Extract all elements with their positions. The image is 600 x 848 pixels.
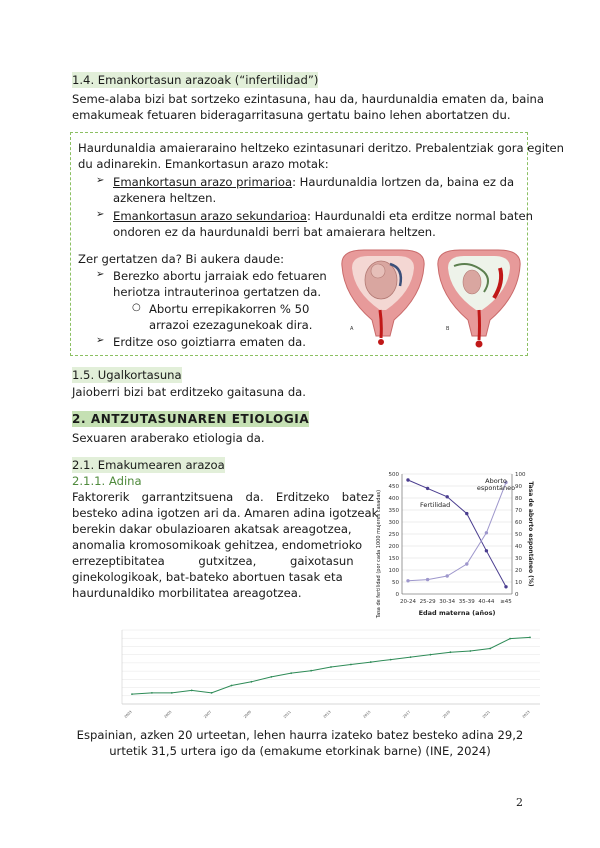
primary-term: Emankortasun arazo primarioa (113, 175, 293, 189)
bullet-primary (113, 174, 514, 190)
arrow-bullet-icon: ➢ (96, 335, 105, 346)
data-point (270, 676, 272, 678)
sub-line2: arrazoi ezezagunekoak dira. (149, 318, 313, 332)
label-b: B (446, 326, 450, 332)
x-tick-label: 20-24 (400, 599, 416, 605)
bullet-secondary (113, 208, 533, 224)
x-tick-label: 2017 (402, 709, 412, 720)
data-point (465, 512, 468, 515)
data-point (509, 638, 511, 640)
y-tick-label: 100 (388, 568, 399, 574)
x-tick-label: 2013 (322, 709, 332, 720)
secondary-term: Emankortasun arazo sekundarioa (113, 209, 308, 223)
data-point (390, 659, 392, 661)
adina-paragraph (72, 489, 379, 601)
y-right-tick-label: 60 (515, 520, 522, 526)
x-tick-label: 2011 (282, 709, 292, 720)
data-point (251, 681, 253, 683)
data-point (465, 562, 468, 565)
first-child-age-chart (108, 626, 548, 722)
box-question: Zer gertatzen da? Bi aukera daude: (78, 252, 285, 266)
y-right-tick-label: 50 (515, 532, 522, 538)
section-2-text: Sexuaren araberako etiologia da. (72, 431, 265, 445)
y-tick-label: 250 (388, 532, 399, 538)
x-tick-label: 30-34 (439, 599, 456, 605)
data-point (430, 654, 432, 656)
arrow-bullet-icon: ➢ (96, 269, 105, 280)
caption-line2: urtetik 31,5 urtera igo da (emakume etorkinak barne) (INE, 2024) (109, 744, 491, 758)
y-right-tick-label: 30 (515, 556, 522, 562)
series-line-aborto (408, 482, 506, 580)
data-point (151, 692, 153, 694)
series-line-fertilidad (408, 480, 506, 587)
x-tick-label: 40-44 (478, 599, 495, 605)
data-point (211, 692, 213, 694)
adina-line: berekin dakar obulazioaren akatsak areagotzea, (72, 522, 352, 536)
box-intro-line1: Haurdunaldia amaieraraino heltzeko ezintasunari deritzo. Prebalentziak gora egiten (78, 141, 565, 155)
series-line-age (132, 637, 530, 694)
y-tick-label: 350 (388, 508, 399, 514)
x-tick-label: 25-29 (419, 599, 436, 605)
x-tick-label: 2021 (481, 709, 491, 720)
data-point (370, 661, 372, 663)
data-point (406, 579, 409, 582)
y-tick-label: 200 (388, 544, 399, 550)
section-1-4-para-line2: emakumeak fetuaren bideragarritasuna gertatu baino lehen abortatzen du. (72, 108, 511, 122)
section-2-1-title: 2.1. Emakumearen arazoa (72, 458, 225, 472)
fertility-abortion-chart (372, 466, 534, 630)
data-point (426, 578, 429, 581)
x-tick-label: 2019 (441, 709, 452, 720)
data-point (450, 651, 452, 653)
uterus-illustration (334, 246, 524, 350)
data-point (410, 656, 412, 658)
data-point (489, 648, 491, 650)
y-tick-label: 150 (388, 556, 399, 562)
data-point (485, 531, 488, 534)
x-tick-label: 2023 (521, 709, 531, 720)
y-right-tick-label: 70 (515, 508, 522, 514)
section-1-5-text: Jaioberri bizi bat erditzeko gaitasuna da. (72, 385, 306, 399)
x-tick-label: 2015 (362, 709, 372, 720)
bullet-primary-line2: azkenera heltzen. (113, 191, 217, 205)
data-point (231, 685, 233, 687)
x-tick-label: 2009 (242, 709, 253, 720)
data-point (191, 690, 193, 692)
data-point (330, 666, 332, 668)
y-tick-label: 400 (388, 496, 399, 502)
section-2-title: 2. ANTZUTASUNAREN ETIOLOGIA (72, 412, 310, 426)
circle-bullet-icon: ○ (132, 302, 141, 313)
uterus-b-image (438, 250, 520, 348)
x-tick-label: 2007 (203, 709, 213, 720)
data-point (504, 585, 507, 588)
data-point (485, 549, 488, 552)
data-point (446, 495, 449, 498)
data-point (529, 637, 531, 639)
legend-aborto: espontáneo (476, 484, 516, 492)
data-point (290, 672, 292, 674)
option1-line2: heriotza intrauterinoa gertatzen da. (113, 285, 322, 299)
y-tick-label: 50 (392, 580, 399, 586)
page-number: 2 (516, 796, 523, 809)
box-intro-line2: du adinarekin. Emankortasun arazo motak: (78, 157, 329, 171)
x-axis-title: Edad materna (años) (418, 609, 496, 617)
y-right-tick-label: 0 (515, 592, 519, 598)
arrow-bullet-icon: ➢ (96, 209, 105, 220)
y-right-tick-label: 90 (515, 484, 522, 490)
secondary-rest: : Haurdunaldi eta erditze normal baten (307, 209, 533, 223)
data-point (426, 487, 429, 490)
y-tick-label: 450 (388, 484, 399, 490)
adina-line: haurdunaldiko morbilitatea areagotzea. (72, 586, 302, 600)
section-1-4-para-line1: Seme-alaba bizi bat sortzeko ezintasuna, hau da, haurdunaldia ematen da, baina (72, 92, 544, 106)
data-point (171, 692, 173, 694)
adina-line: ginekologikoak, bat-bateko abortuen tasak eta (72, 570, 343, 584)
primary-rest: : Haurdunaldia lortzen da, baina ez da (292, 175, 515, 189)
section-2-1-1-subtitle: 2.1.1. Adina (72, 474, 142, 488)
data-point (131, 693, 133, 695)
x-tick-label: ≥45 (500, 599, 512, 605)
data-point (350, 664, 352, 666)
adina-line: besteko adina igotzen ari da. Amaren adina igotzeak (72, 506, 379, 520)
option1-line1: Berezko abortu jarraiak edo fetuaren (113, 269, 327, 283)
y-axis-title: Tasa de fertilidad (por cada 1000 mujeres casadas) (376, 489, 382, 619)
adina-line: Faktorerik garrantzitsuena da. Erditzeko batez (72, 490, 374, 504)
y-right-tick-label: 100 (515, 472, 526, 478)
legend-fertilidad: Fertilidad (420, 501, 451, 509)
y-tick-label: 300 (388, 520, 399, 526)
y-right-tick-label: 10 (515, 580, 522, 586)
y-axis-right-title: Tasa de aborto espontáneo (%) (527, 481, 534, 587)
adina-line: errezeptibitatea gutxitzea, gaixotasun (72, 554, 354, 568)
section-1-5-title: 1.5. Ugalkortasuna (72, 368, 182, 382)
y-right-tick-label: 80 (515, 496, 522, 502)
caption-line1: Espainian, azken 20 urteetan, lehen haurra izateko batez besteko adina 29,2 (76, 728, 524, 742)
data-point (310, 670, 312, 672)
sub-line1: Abortu errepikakorren % 50 (149, 302, 310, 316)
legend-aborto: Aborto (485, 477, 507, 485)
label-a: A (350, 326, 354, 332)
y-tick-label: 500 (388, 472, 399, 478)
y-tick-label: 0 (395, 592, 399, 598)
data-point (406, 478, 409, 481)
data-point (446, 574, 449, 577)
bullet-secondary-line2: ondoren ez da haurdunaldi berri bat amaierara heltzen. (113, 225, 436, 239)
x-tick-label: 2005 (163, 709, 173, 720)
x-tick-label: 2003 (123, 709, 133, 720)
x-tick-label: 35-39 (458, 599, 475, 605)
data-point (469, 650, 471, 652)
y-right-tick-label: 20 (515, 568, 522, 574)
section-1-4-title: 1.4. Emankortasun arazoak (“infertilidad”) (72, 73, 319, 87)
y-right-tick-label: 40 (515, 544, 522, 550)
arrow-bullet-icon: ➢ (96, 175, 105, 186)
option2: Erditze oso goiztiarra ematen da. (113, 335, 306, 349)
uterus-a-image (342, 250, 424, 345)
adina-line: anomalia kromosomikoak gehitzea, endometrioko (72, 538, 363, 552)
